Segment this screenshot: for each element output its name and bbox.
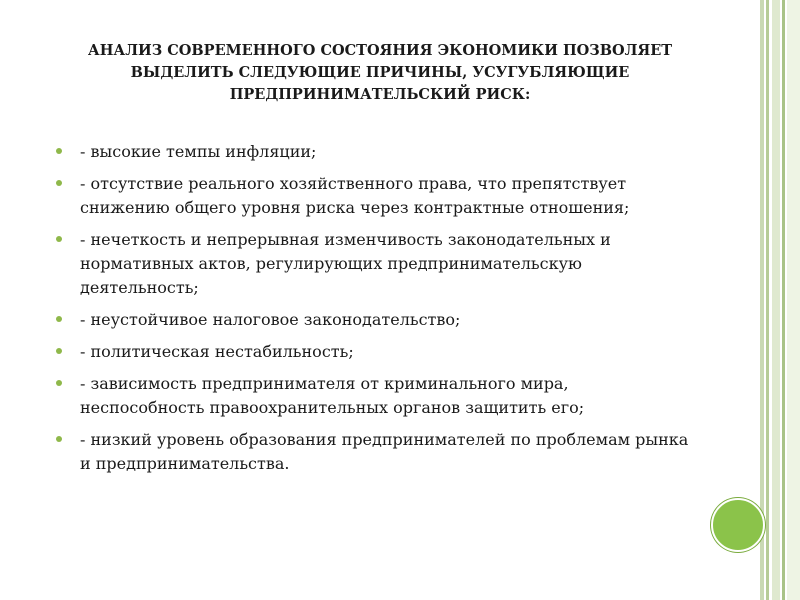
bullet-marker-icon (56, 180, 62, 186)
list-item-text: - высокие темпы инфляции; (80, 142, 317, 161)
bullet-marker-icon (56, 348, 62, 354)
list-item-text: - зависимость предпринимателя от криминального мира, (80, 374, 569, 393)
list-item-text: нормативных актов, регулирующих предпринимательскую (80, 254, 582, 273)
bullet-marker-icon (56, 316, 62, 322)
list-item (56, 340, 756, 364)
title-line: АНАЛИЗ СОВРЕМЕННОГО СОСТОЯНИЯ ЭКОНОМИКИ ПОЗВОЛЯЕТ (87, 42, 673, 59)
list-item-text: - политическая нестабильность; (80, 342, 354, 361)
decorative-circle-icon (711, 498, 765, 552)
list-item (56, 172, 756, 220)
decorative-side-stripes (760, 0, 800, 600)
bullet-list (56, 140, 756, 484)
bullet-marker-icon (56, 148, 62, 154)
list-item (56, 308, 756, 332)
list-item-text: и предпринимательства. (80, 454, 290, 473)
list-item-text: - отсутствие реального хозяйственного права, что препятствует (80, 174, 627, 193)
list-item (56, 228, 756, 300)
list-item-text: деятельность; (80, 278, 199, 297)
list-item-text: неспособность правоохранительных органов защитить его; (80, 398, 585, 417)
list-item (56, 140, 756, 164)
stripe (787, 0, 800, 600)
bullet-marker-icon (56, 236, 62, 242)
stripe (772, 0, 780, 600)
stripe (782, 0, 785, 600)
list-item (56, 372, 756, 420)
list-item-text: - низкий уровень образования предпринимателей по проблемам рынка (80, 430, 689, 449)
stripe (766, 0, 769, 600)
list-item-text: - неустойчивое налоговое законодательство; (80, 310, 461, 329)
title-line: ВЫДЕЛИТЬ СЛЕДУЮЩИЕ ПРИЧИНЫ, УСУГУБЛЯЮЩИЕ (130, 64, 630, 81)
bullet-marker-icon (56, 380, 62, 386)
bullet-marker-icon (56, 436, 62, 442)
list-item-text: - нечеткость и непрерывная изменчивость законодательных и (80, 230, 611, 249)
slide-title (40, 40, 720, 106)
list-item-text: снижению общего уровня риска через контрактные отношения; (80, 198, 630, 217)
list-item (56, 428, 756, 476)
title-line: ПРЕДПРИНИМАТЕЛЬСКИЙ РИСК: (229, 86, 531, 103)
